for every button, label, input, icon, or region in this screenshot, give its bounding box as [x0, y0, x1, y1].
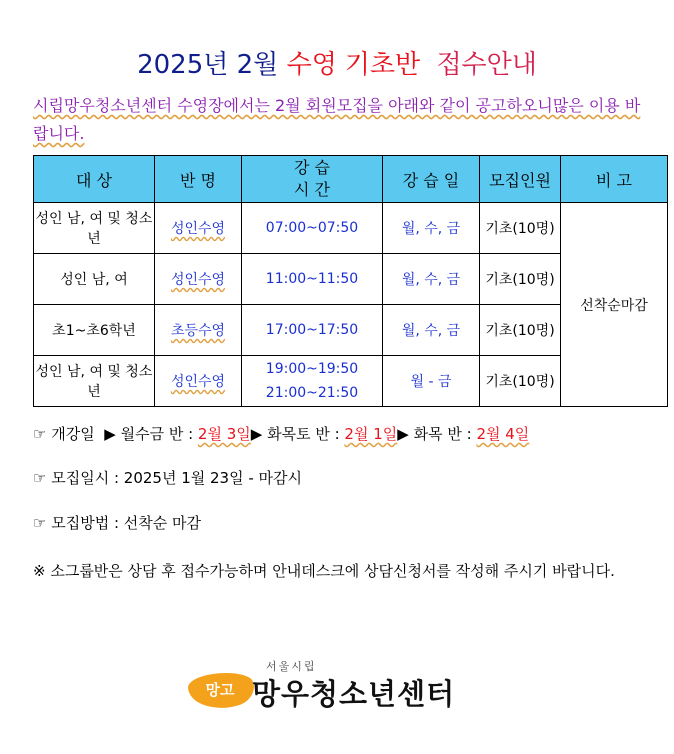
arrow-icon: ▶ [250, 425, 263, 443]
arrow-icon: ▶ [397, 425, 409, 443]
cell-target: 성인 남, 여 및 청소년 [34, 203, 155, 254]
table-row [34, 203, 668, 254]
schedule-table [33, 155, 668, 407]
cell-class-text: 성인수영 [170, 374, 226, 390]
cell-target: 초1~초6학년 [34, 305, 155, 356]
header-class: 반 명 [155, 156, 242, 203]
opening-b-label: 화목토 반 : [267, 425, 345, 443]
arrow-icon: ▶ [104, 425, 116, 443]
cell-time-line1: 19:00~19:50 [265, 361, 359, 377]
cell-class-text: 초등수영 [170, 323, 226, 339]
badge-text: 망고 [205, 681, 235, 699]
opening-b-date: 2월 1일 [344, 425, 398, 443]
cell-recruit: 기초(10명) [480, 305, 561, 356]
cell-recruit: 기초(10명) [480, 254, 561, 305]
title-class-type: 기초반 [344, 50, 421, 80]
recruit-method-text: 모집방법 : 선착순 마감 [51, 514, 202, 532]
cell-class [155, 356, 242, 407]
title-subject: 수영 [286, 50, 337, 80]
table-header-row [34, 156, 668, 203]
page-title [0, 44, 674, 81]
cell-class [155, 254, 242, 305]
cell-class-text: 성인수영 [170, 272, 226, 288]
small-group-notice: ※ 소그룹반은 상담 후 접수가능하며 안내데스크에 상담신청서를 작성해 주시기 바랍니다. [33, 562, 615, 580]
cell-recruit: 기초(10명) [480, 203, 561, 254]
opening-date-line [33, 423, 529, 444]
cell-days: 월, 수, 금 [383, 254, 480, 305]
cell-note: 선착순마감 [561, 203, 668, 407]
intro-paragraph [33, 92, 653, 148]
mango-badge-icon [184, 668, 256, 710]
logo-name: 망우청소년센터 [252, 677, 456, 711]
pointing-hand-icon: ☞ [33, 425, 47, 443]
cell-days: 월 - 금 [383, 356, 480, 407]
recruit-period-line [33, 467, 302, 488]
cell-class [155, 305, 242, 356]
cell-time: 07:00~07:50 [242, 203, 383, 254]
cell-target: 성인 남, 여 및 청소년 [34, 356, 155, 407]
cell-recruit: 기초(10명) [480, 356, 561, 407]
opening-a-label: 월수금 반 : [120, 425, 198, 443]
recruit-period-text: 모집일시 : 2025년 1월 23일 - 마감시 [51, 469, 303, 487]
header-time-line1: 강 습 [294, 158, 330, 177]
cell-time: 11:00~11:50 [242, 254, 383, 305]
center-logo [184, 656, 504, 712]
title-year-month: 2025년 2월 [137, 50, 279, 80]
logo-subtitle: 서울시립 [266, 660, 317, 673]
cell-time-line2: 21:00~21:50 [265, 385, 359, 401]
header-days: 강 습 일 [383, 156, 480, 203]
header-note: 비 고 [561, 156, 668, 203]
cell-days: 월, 수, 금 [383, 305, 480, 356]
cell-days: 월, 수, 금 [383, 203, 480, 254]
cell-class [155, 203, 242, 254]
cell-target: 성인 남, 여 [34, 254, 155, 305]
header-time [242, 156, 383, 203]
pointing-hand-icon: ☞ [33, 469, 47, 487]
header-time-line2: 시 간 [294, 180, 330, 199]
intro-text: 시립망우청소년센터 수영장에서는 2월 회원모집을 아래와 같이 공고하오니많은 이용 바랍니다. [33, 96, 641, 143]
recruit-method-line [33, 512, 201, 533]
title-notice-word: 접수안내 [436, 50, 537, 80]
opening-a-date: 2월 3일 [197, 425, 251, 443]
opening-c-date: 2월 4일 [476, 425, 530, 443]
header-target: 대 상 [34, 156, 155, 203]
cell-class-text: 성인수영 [170, 221, 226, 237]
opening-label: 개강일 [51, 425, 95, 443]
cell-time [242, 356, 383, 407]
opening-c-label: 화목 반 : [413, 425, 477, 443]
header-recruit: 모집인원 [480, 156, 561, 203]
pointing-hand-icon: ☞ [33, 514, 47, 532]
cell-time: 17:00~17:50 [242, 305, 383, 356]
